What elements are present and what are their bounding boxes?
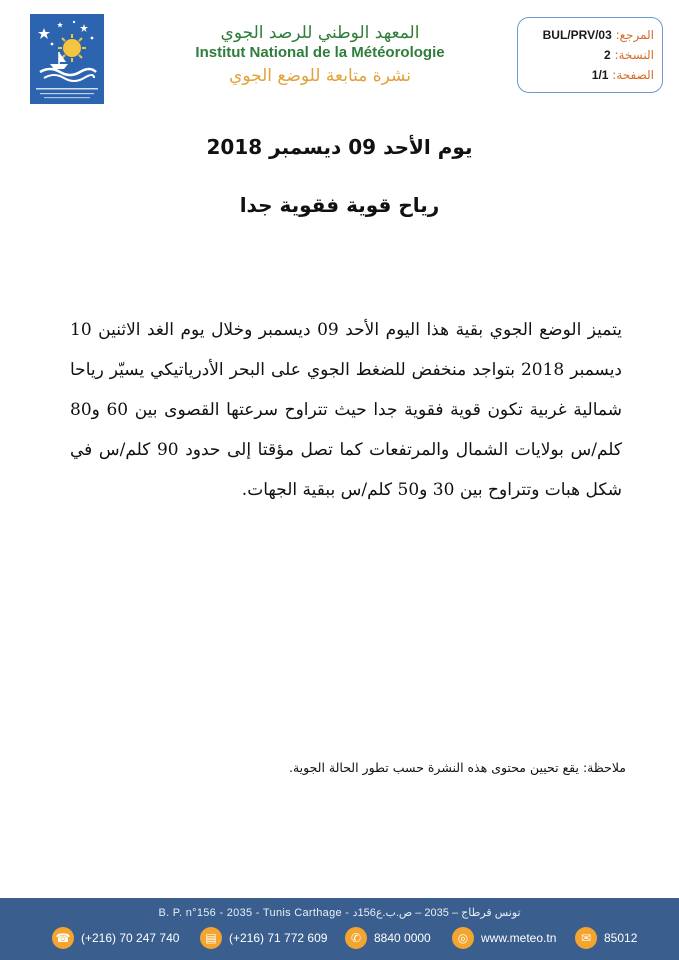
footer-bar (0, 898, 679, 960)
postal-address: B. P. n°156 - 2035 - Tunis Carthage - تونس قرطاج – 2035 – ص.ب.ع156د (158, 907, 521, 919)
sms-icon: ✉ (575, 927, 597, 949)
institute-name-ar: المعهد الوطني للرصد الجوي (220, 23, 420, 43)
phone-number: (+216) 70 247 740 (81, 931, 180, 945)
fax-number: (+216) 71 772 609 (229, 931, 328, 945)
contact-phone (52, 923, 179, 953)
reference-value: BUL/PRV/03 (542, 28, 612, 42)
date-title: يوم الأحد 09 ديسمبر 2018 (206, 135, 473, 159)
contact-fax (200, 923, 327, 953)
fax-icon: ▤ (200, 927, 222, 949)
copy-row (524, 45, 654, 65)
hotline-number: 8840 0000 (374, 931, 431, 945)
website-link[interactable]: www.meteo.tn (481, 931, 557, 945)
update-note: ملاحظة: يقع تحيين محتوى هذه النشرة حسب تطور الحالة الجوية. (288, 760, 626, 775)
institute-heading (175, 22, 465, 88)
page-row (524, 65, 654, 85)
bulletin-type: نشرة متابعة للوضع الجوي (229, 66, 411, 86)
inm-logo (30, 14, 104, 104)
contact-website[interactable] (452, 923, 556, 953)
page-value: 1/1 (591, 68, 609, 82)
reference-box (517, 17, 663, 93)
copy-label: النسخة: (614, 48, 654, 62)
copy-value: 2 (603, 48, 611, 62)
contact-list (0, 923, 679, 957)
alert-title: رياح قوية فقوية جدا (239, 193, 440, 217)
reference-label: المرجع: (615, 28, 654, 42)
sms-number: 85012 (604, 931, 638, 945)
reference-row (524, 25, 654, 45)
institute-name-fr: Institut National de la Météorologie (195, 44, 445, 61)
globe-icon: ◎ (452, 927, 474, 949)
contact-sms (575, 923, 637, 953)
page-label: الصفحة: (612, 68, 654, 82)
phone-icon: ☎ (52, 927, 74, 949)
bulletin-body: يتميز الوضع الجوي بقية هذا اليوم الأحد 09 ديسمبر وخلال يوم الغد الاثنين 10 ديسمبر 2018 بتواجد منخفض للضغط الجوي على البحر الأدرياتيكي يسيّر رياحا شمالية غربية تكون قوية فقوية جدا حيث تتراوح سرعتها القصوى بين 60 و80 كلم/س بولايات الشمال والمرتفعات كما تصل مؤقتا إلى حدود 90 كلم/س في شكل هبات وتتراوح بين 30 و50 كلم/س ببقية الجهات. (70, 320, 623, 500)
contact-hotline (345, 923, 431, 953)
hotline-icon: ✆ (345, 927, 367, 949)
